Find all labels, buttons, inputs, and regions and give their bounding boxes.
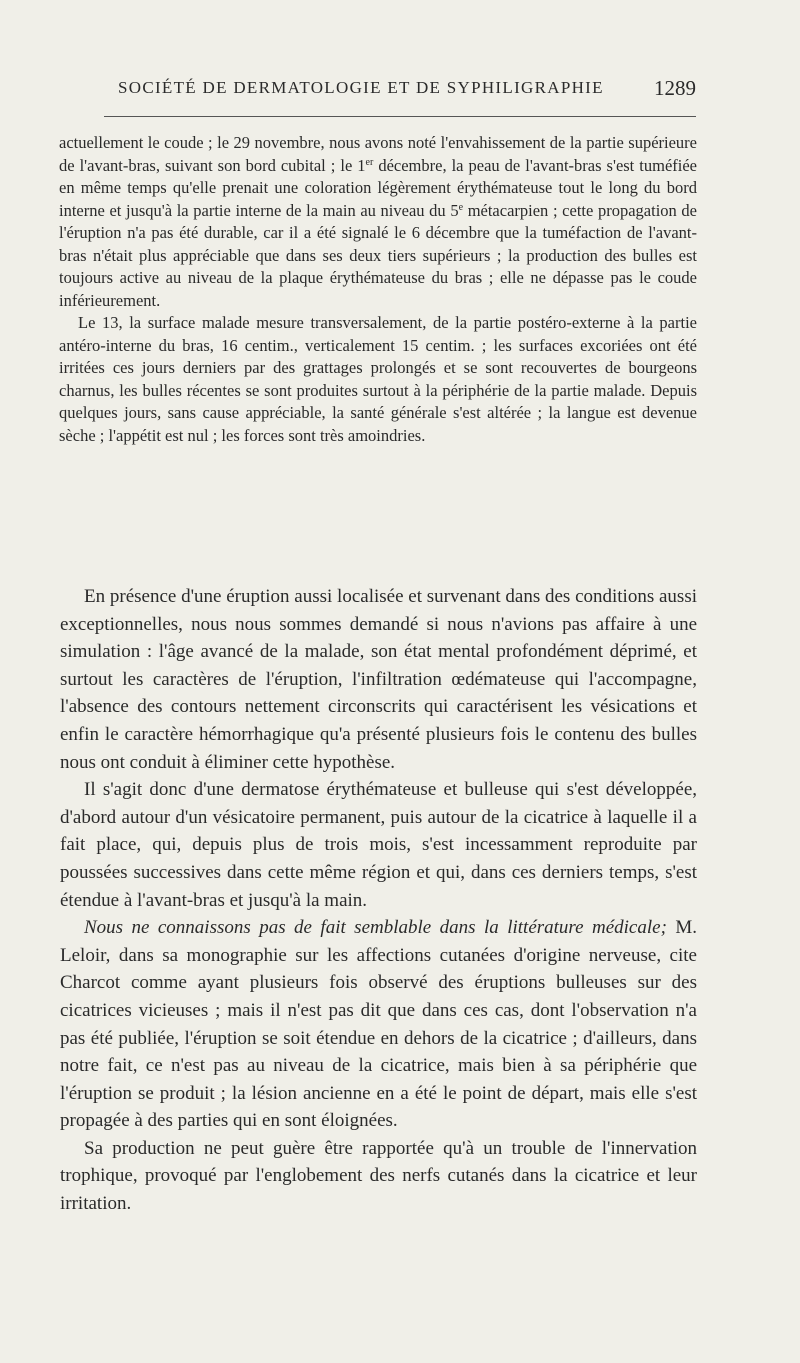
discussion-paragraph-3: Nous ne connaissons pas de fait semblable dans la littérature médicale; M. Leloir, dans sa monographie sur les affections cutanées d'origine nerveuse, cite Charcot comme ayant plusieurs fois observé des éruptions bulleuses sur des cicatrices vicieuses ; mais il n'est pas dit que dans ces cas, dont l'observation n'a pas été publiée, l'éruption se soit étendue en dehors de la cicatrice ; d'ailleurs, dans notre fait, ce n'est pas au niveau de la cicatrice, mais bien à sa périphérie que l'éruption se produit ; la lésion ancienne en a été le point de départ, mais elle s'est propagée à des parties qui en sont éloignées. — [60, 917, 697, 1132]
case-notes-paragraph-1: actuellement le coude ; le 29 novembre, nous avons noté l'envahissement de la partie supérieure de l'avant-bras, suivant son bord cubital ; le 1er décembre, la peau de l'avant-bras s'est tuméfiée en même temps qu'elle prenait une coloration légèrement érythémateuse tout le long du bord interne et jusqu'à la partie interne de la main au niveau du 5e métacarpien ; cette propagation de l'éruption n'a pas été durable, car il a été signalé le 6 décembre que la tuméfaction de l'avant-bras n'était plus appréciable que dans ses deux tiers supérieurs ; la production des bulles est toujours active au niveau de la plaque érythémateuse du bras ; elle ne dépasse pas le coude inférieurement. — [59, 133, 697, 310]
discussion-paragraph-1: En présence d'une éruption aussi localisée et survenant dans des conditions aussi exceptionnelles, nous nous sommes demandé si nous n'avions pas affaire à une simulation : l'âge avancé de la malade, son état mental profondément déprimé, et surtout les caractères de l'éruption, l'infiltration œdémateuse qui l'accompagne, l'absence des contours nettement circonscrits qui caractérisent les vésications et enfin le caractère hémorrhagique qu'a présenté plusieurs fois le contenu des bulles nous ont conduit à éliminer cette hypothèse. — [60, 586, 697, 773]
case-notes — [59, 132, 697, 447]
discussion — [60, 583, 697, 1218]
page-number: 1289 — [654, 76, 696, 100]
discussion-paragraph-4: Sa production ne peut guère être rapportée qu'à un trouble de l'innervation trophique, provoqué par l'englobement des nerfs cutanés dans la cicatrice et leur irritation. — [60, 1137, 697, 1215]
italic-statement: Nous ne connaissons pas de fait semblable dans la littérature médicale; — [84, 917, 667, 939]
case-notes-paragraph-2: Le 13, la surface malade mesure transversalement, de la partie postéro-externe à la partie antéro-interne du bras, 16 centim., verticalement 15 centim. ; les surfaces excoriées ont été irritées ces jours derniers par des grattages prolongés et se sont recouvertes de bourgeons charnus, les bulles récentes se sont produites surtout à la périphérie de la partie malade. Depuis quelques jours, sans cause appréciable, la santé générale s'est altérée ; la langue est devenue sèche ; l'appétit est nul ; les forces sont très amoindries. — [59, 313, 697, 445]
header-rule — [104, 116, 696, 117]
running-title: SOCIÉTÉ DE DERMATOLOGIE ET DE SYPHILIGRAPHIE — [118, 78, 604, 97]
running-header — [100, 76, 698, 104]
discussion-paragraph-2: Il s'agit donc d'une dermatose érythémateuse et bulleuse qui s'est développée, d'abord autour d'un vésicatoire permanent, puis autour de la cicatrice à laquelle il a fait place, qui, depuis plus de trois mois, s'est incessamment reproduite par poussées successives dans cette même région et qui, dans ces derniers temps, s'est étendue à l'avant-bras et jusqu'à la main. — [60, 779, 697, 911]
